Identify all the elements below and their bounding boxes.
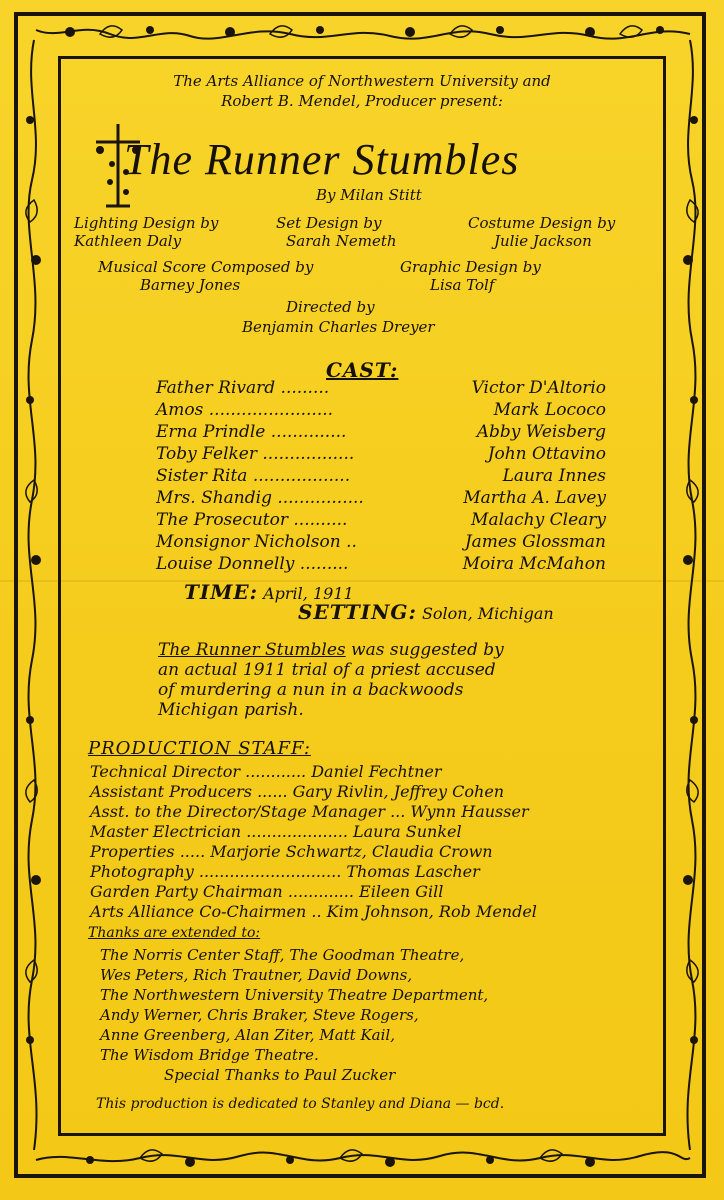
cast-role: Sister Rita .................. bbox=[156, 466, 351, 486]
note-line-3: of murdering a nun in a backwoods bbox=[158, 680, 464, 700]
note-line-4: Michigan parish. bbox=[158, 700, 304, 720]
cast-actor: John Ottavino bbox=[487, 444, 606, 464]
program-content bbox=[64, 62, 660, 1130]
thanks-heading: Thanks are extended to: bbox=[88, 925, 261, 941]
cast-row bbox=[156, 400, 606, 420]
dedication: This production is dedicated to Stanley and Diana — bcd. bbox=[96, 1096, 505, 1112]
presenter-line-2: Robert B. Mendel, Producer present: bbox=[221, 92, 503, 110]
set-credit-label: Set Design by bbox=[276, 214, 382, 232]
cast-role: Erna Prindle .............. bbox=[156, 422, 347, 442]
cast-row bbox=[156, 378, 606, 398]
cast-row bbox=[156, 466, 606, 486]
cast-role: Father Rivard ......... bbox=[156, 378, 330, 398]
thanks-row: Anne Greenberg, Alan Ziter, Matt Kail, bbox=[100, 1026, 395, 1044]
thanks-row: The Norris Center Staff, The Goodman Theatre, bbox=[100, 946, 465, 964]
costume-credit-name: Julie Jackson bbox=[494, 232, 592, 250]
cast-row bbox=[156, 444, 606, 464]
thanks-row: Andy Werner, Chris Braker, Steve Rogers, bbox=[100, 1006, 419, 1024]
setting-label: SETTING: bbox=[298, 600, 417, 624]
cast-actor: Laura Innes bbox=[502, 466, 606, 486]
cast-actor: Moira McMahon bbox=[462, 554, 606, 574]
cast-actor: Victor D'Altorio bbox=[471, 378, 606, 398]
staff-row: Photography ............................ Thomas Lascher bbox=[90, 862, 480, 881]
cast-role: Amos ....................... bbox=[156, 400, 334, 420]
setting-line bbox=[298, 600, 554, 624]
staff-row: Arts Alliance Co-Chairmen .. Kim Johnson, Rob Mendel bbox=[90, 902, 537, 921]
cast-actor: Abby Weisberg bbox=[476, 422, 606, 442]
play-title: The Runner Stumbles bbox=[124, 135, 520, 184]
cast-actor: Mark Lococo bbox=[493, 400, 606, 420]
production-staff-heading: PRODUCTION STAFF: bbox=[88, 738, 311, 759]
note-line-1 bbox=[158, 640, 504, 660]
score-credit-name: Barney Jones bbox=[140, 276, 241, 294]
lighting-credit-label: Lighting Design by bbox=[74, 214, 219, 232]
note-title-ref: The Runner Stumbles bbox=[158, 640, 346, 660]
time-label: TIME: bbox=[184, 580, 259, 604]
cast-role: Toby Felker ................. bbox=[156, 444, 355, 464]
cast-row bbox=[156, 554, 606, 574]
cast-row bbox=[156, 488, 606, 508]
cast-heading: CAST: bbox=[326, 358, 399, 382]
cast-actor: Malachy Cleary bbox=[471, 510, 606, 530]
staff-row: Technical Director ............ Daniel Fechtner bbox=[90, 762, 442, 781]
cast-role: Monsignor Nicholson .. bbox=[156, 532, 357, 552]
staff-row: Properties ..... Marjorie Schwartz, Claudia Crown bbox=[90, 842, 493, 861]
thanks-row: The Northwestern University Theatre Department, bbox=[100, 986, 489, 1004]
staff-row: Master Electrician .................... Laura Sunkel bbox=[90, 822, 462, 841]
thanks-row: Wes Peters, Rich Trautner, David Downs, bbox=[100, 966, 413, 984]
cast-role: The Prosecutor .......... bbox=[156, 510, 348, 530]
score-credit-label: Musical Score Composed by bbox=[98, 258, 314, 276]
thanks-row: The Wisdom Bridge Theatre. bbox=[100, 1046, 319, 1064]
note-line-1-rest: was suggested by bbox=[345, 640, 504, 660]
cast-row bbox=[156, 422, 606, 442]
graphic-credit-label: Graphic Design by bbox=[400, 258, 541, 276]
presenter-line-1: The Arts Alliance of Northwestern University and bbox=[173, 72, 551, 90]
special-thanks: Special Thanks to Paul Zucker bbox=[164, 1066, 396, 1084]
set-credit-name: Sarah Nemeth bbox=[286, 232, 397, 250]
cast-actor: James Glossman bbox=[464, 532, 606, 552]
cast-row bbox=[156, 510, 606, 530]
graphic-credit-name: Lisa Tolf bbox=[430, 276, 495, 294]
costume-credit-label: Costume Design by bbox=[468, 214, 616, 232]
cast-role: Mrs. Shandig ................ bbox=[156, 488, 364, 508]
cast-role: Louise Donnelly ......... bbox=[156, 554, 349, 574]
setting-value: Solon, Michigan bbox=[421, 604, 554, 623]
lighting-credit-name: Kathleen Daly bbox=[74, 232, 182, 250]
cast-row bbox=[156, 532, 606, 552]
time-value: April, 1911 bbox=[263, 584, 354, 603]
staff-row: Assistant Producers ...... Gary Rivlin, Jeffrey Cohen bbox=[90, 782, 505, 801]
directed-credit-name: Benjamin Charles Dreyer bbox=[242, 318, 435, 336]
staff-row: Asst. to the Director/Stage Manager ... Wynn Hausser bbox=[90, 802, 529, 821]
note-line-2: an actual 1911 trial of a priest accused bbox=[158, 660, 496, 680]
directed-credit-label: Directed by bbox=[286, 298, 375, 316]
byline: By Milan Stitt bbox=[316, 186, 422, 204]
cast-actor: Martha A. Lavey bbox=[463, 488, 606, 508]
staff-row: Garden Party Chairman ............. Eileen Gill bbox=[90, 882, 444, 901]
